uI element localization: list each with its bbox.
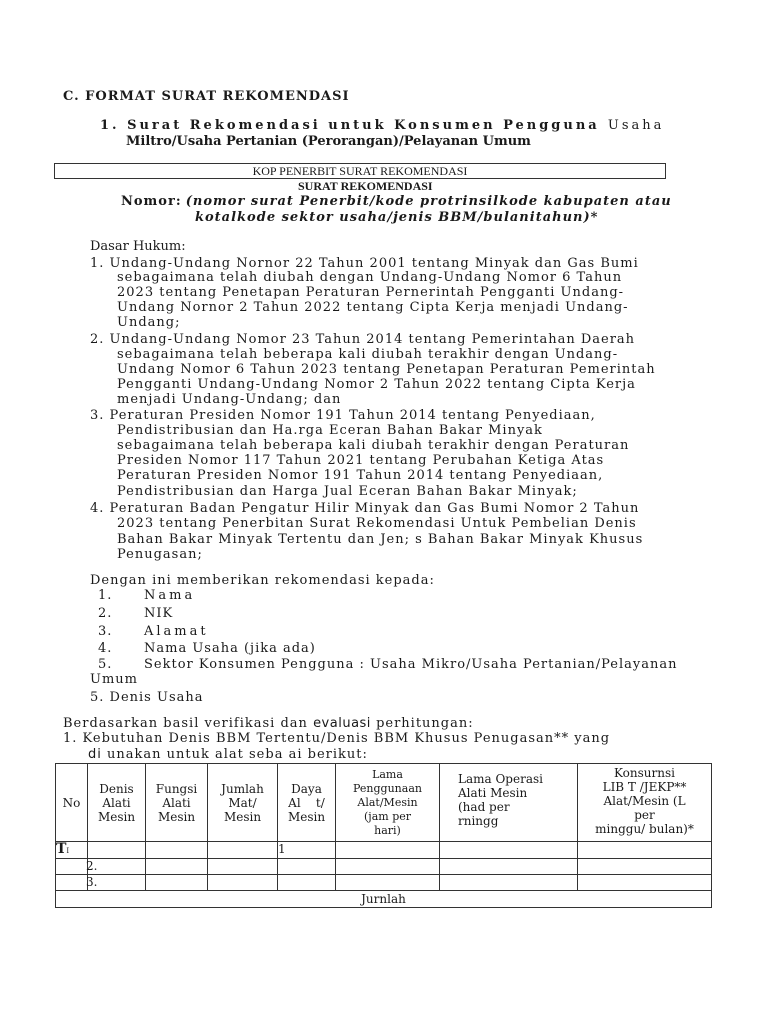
total-label: Jurnlah: [56, 891, 712, 908]
row-1-no: TI: [56, 842, 88, 859]
letter-title: SURAT REKOMENDASI: [298, 179, 433, 193]
dasar-hukum-line: 1. Undang-Undang Nornor 22 Tahun 2001 tentang Minyak dan Gas Bumi: [90, 256, 639, 271]
item5-continuation: Umum: [90, 672, 138, 687]
header-lama-operasi: Lama Operasi Alati Mesin (had per rningg: [440, 764, 578, 842]
kebutuhan-di: di: [88, 747, 102, 762]
header-daya: Daya Al t/ Mesin: [278, 764, 336, 842]
dasar-hukum-line: Bahan Bakar Minyak Tertentu dan Jen; s Bahan Bakar Minyak Khusus: [117, 532, 644, 547]
kop-header: KOP PENERBIT SURAT REKOMENDASI: [252, 164, 468, 178]
jenis-usaha-item: 5. Denis Usaha: [90, 690, 204, 705]
rekomendasi-item-num: 4.: [98, 641, 113, 656]
dasar-hukum-line: menjadi Undang-Undang; dan: [117, 392, 342, 407]
rekomendasi-item-num: 2.: [98, 606, 113, 621]
header-konsumsi: Konsurnsi LIB T /JEKP** Alat/Mesin (L per minggu/ bulan)*: [578, 764, 712, 842]
header-no: No: [56, 764, 88, 842]
row-2-no: 2.: [56, 859, 88, 875]
table-row: [56, 842, 712, 859]
subheading-line2: Miltro/Usaha Pertanian (Perorangan)/Pelayanan Umum: [126, 134, 531, 149]
verifikasi-pre: Berdasarkan basil verifikasi dan: [63, 716, 308, 731]
table-header-row: [56, 764, 712, 842]
row-1-daya: 1: [278, 842, 336, 859]
subheading-bold: 1. Surat Rekomendasi untuk Konsumen Pengguna: [100, 118, 600, 133]
dasar-hukum-line: Pendistribusian dan Harga Jual Eceran Bahan Bakar Minyak;: [117, 484, 578, 499]
kop-box: [54, 163, 666, 179]
dasar-hukum-line: 4. Peraturan Badan Pengatur Hilir Minyak dan Gas Bumi Nomor 2 Tahun: [90, 501, 640, 516]
rekomendasi-item-num: 3.: [98, 624, 113, 639]
alat-mesin-table: [55, 763, 712, 908]
header-lama-penggunaan: Lama Penggunaan Alat/Mesin (jam per hari): [336, 764, 440, 842]
kebutuhan-line2: [88, 747, 368, 762]
rekomendasi-intro: Dengan ini memberikan rekomendasi kepada:: [90, 573, 435, 588]
subheading-plain: Usaha: [607, 118, 665, 133]
nomor-text1: (nomor surat Penerbit/kode protrinsilkode kabupaten atau: [185, 194, 672, 209]
rekomendasi-item-label: Nama Usaha (jika ada): [144, 641, 316, 656]
dasar-hukum-line: Presiden Nomor 117 Tahun 2021 tentang Perubahan Ketiga Atas: [117, 453, 605, 468]
dasar-hukum-line: Pendistribusian dan Ha.rga Eceran Bahan Bakar Minyak: [117, 423, 543, 438]
table-row: [56, 875, 712, 891]
header-jumlah: Jumlah Mat/ Mesin: [208, 764, 278, 842]
dasar-hukum-line: Penugasan;: [117, 547, 203, 562]
rekomendasi-item-num: 5.: [98, 657, 113, 672]
rekomendasi-item-label: NIK: [144, 606, 174, 621]
dasar-hukum-line: 3. Peraturan Presiden Nomor 191 Tahun 2014 tentang Penyediaan,: [90, 408, 596, 423]
verifikasi-post: perhitungan:: [376, 716, 474, 731]
section-heading: C. FORMAT SURAT REKOMENDASI: [63, 89, 350, 104]
kebutuhan-rest: unakan untuk alat seba ai berikut:: [107, 747, 368, 762]
nomor-label: Nomor:: [121, 194, 182, 209]
dasar-hukum-line: Peraturan Presiden Nomor 191 Tahun 2014 tentang Penyediaan,: [117, 468, 604, 483]
nomor-line1: [121, 194, 672, 209]
dasar-hukum-label: Dasar Hukum:: [90, 239, 186, 254]
rekomendasi-item-num: 1.: [98, 588, 113, 603]
kebutuhan-line: 1. Kebutuhan Denis BBM Tertentu/Denis BBM Khusus Penugasan** yang: [63, 731, 611, 746]
nomor-text2: kotalkode sektor usaha/jenis BBM/bulanitahun)*: [195, 210, 599, 225]
verifikasi-line: [63, 716, 474, 731]
dasar-hukum-line: sebagaimana telah beberapa kali diubah terakhir dengan Peraturan: [117, 438, 630, 453]
header-fungsi-alat: Fungsi Alati Mesin: [146, 764, 208, 842]
dasar-hukum-line: sebagaimana telah diubah dengan Undang-Undang Nomor 6 Tahun: [117, 270, 623, 285]
verifikasi-word: evaluasi: [313, 716, 371, 731]
dasar-hukum-line: Undang Nomor 6 Tahun 2023 tentang Penetapan Peraturan Pemerintah: [117, 362, 656, 377]
rekomendasi-item-label: Sektor Konsumen Pengguna : Usaha Mikro/Usaha Pertanian/Pelayanan: [144, 657, 678, 672]
header-jenis-alat: Denis Alati Mesin: [88, 764, 146, 842]
subheading-line1: [100, 118, 664, 133]
dasar-hukum-line: Undang;: [117, 315, 181, 330]
dasar-hukum-line: sebagaimana telah beberapa kali diubah terakhir dengan Undang-: [117, 347, 619, 362]
dasar-hukum-line: Pengganti Undang-Undang Nomor 2 Tahun 2022 tentang Cipta Kerja: [117, 377, 636, 392]
dasar-hukum-line: 2. Undang-Undang Nomor 23 Tahun 2014 tentang Pemerintahan Daerah: [90, 332, 636, 347]
rekomendasi-item-label: Alamat: [144, 624, 209, 639]
dasar-hukum-line: Undang Nornor 2 Tahun 2022 tentang Cipta Kerja menjadi Undang-: [117, 300, 629, 315]
dasar-hukum-line: 2023 tentang Penerbitan Surat Rekomendasi Untuk Pembelian Denis: [117, 516, 637, 531]
table-total-row: [56, 891, 712, 908]
rekomendasi-item-label: Nama: [144, 588, 196, 603]
table-row: [56, 859, 712, 875]
row-3-no: 3.: [56, 875, 88, 891]
dasar-hukum-line: 2023 tentang Penetapan Peraturan Pernerintah Pengganti Undang-: [117, 285, 625, 300]
